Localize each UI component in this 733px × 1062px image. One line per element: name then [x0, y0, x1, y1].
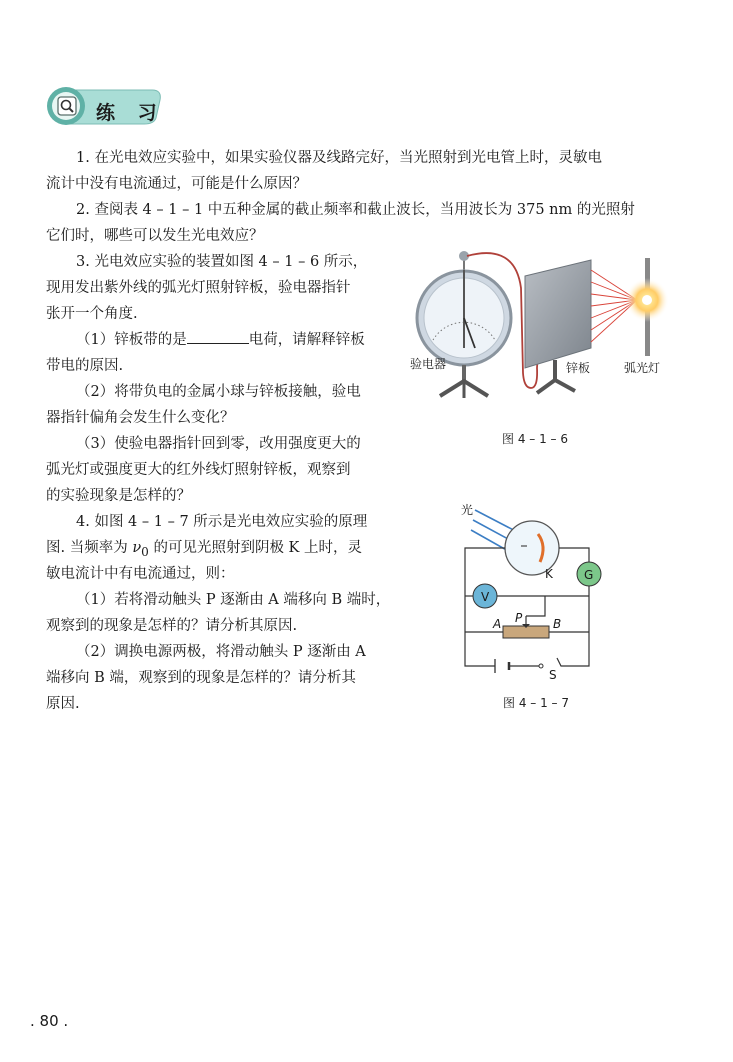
switch-contact [539, 664, 543, 668]
arc-lamp [625, 258, 669, 356]
q2-line1: 2. 查阅表 4 – 1 – 1 中五种金属的截止频率和截止波长，当用波长为 375 nm 的光照射 [76, 202, 635, 218]
page-number: . 80 . [30, 1012, 69, 1030]
q3-line2: 现用发出紫外线的弧光灯照射锌板，验电器指针 [46, 280, 351, 296]
q1-line2: 流计中没有电流通过，可能是什么原因？ [46, 176, 307, 192]
label-S: S [549, 668, 557, 680]
q3-sub3-line3: 的实验现象是怎样的？ [46, 488, 191, 504]
q3-sub3-line1: （3）使验电器指针回到零，改用强度更大的 [76, 436, 361, 452]
label-G: G [584, 568, 594, 582]
q3-line1: 3. 光电效应实验的装置如图 4 – 1 – 6 所示， [76, 254, 368, 270]
q1-line1: 1. 在光电效应实验中，如果实验仪器及线路完好，当光照射到光电管上时，灵敏电 [76, 150, 602, 166]
q2-line2: 它们时，哪些可以发生光电效应？ [46, 228, 264, 244]
q4-sub2-line2: 端移向 B 端，观察到的现象是怎样的？请分析其 [46, 670, 356, 686]
q4-line2-a: 图. 当频率为 [46, 540, 133, 556]
label-P: P [515, 611, 523, 625]
q4-sub2-line1: （2）调换电源两极，将滑动触头 P 逐渐由 A [76, 644, 366, 660]
q3-line3: 张开一个角度. [46, 306, 138, 322]
figure-4-1-6-caption: 图 4 – 1 – 6 [502, 432, 568, 446]
magnifier-icon [56, 95, 78, 117]
label-V: V [481, 590, 490, 604]
q4-sub2-line3: 原因. [46, 696, 80, 712]
label-arc-lamp: 弧光灯 [624, 361, 661, 375]
figure-4-1-7-caption: 图 4 – 1 – 7 [503, 696, 569, 710]
q3-sub1-line2: 带电的原因. [46, 358, 124, 374]
label-A: A [493, 617, 502, 631]
q3-sub1-line1 [76, 327, 365, 354]
figure-4-1-7 [455, 498, 607, 680]
label-B: B [553, 617, 562, 631]
exercise-title: 练 习 [96, 102, 165, 124]
q4-line1: 4. 如图 4 – 1 – 7 所示是光电效应实验的原理 [76, 514, 368, 530]
q4-line2-b: 的可见光照射到阴极 K 上时，灵 [148, 540, 363, 556]
nu-symbol: ν [132, 540, 142, 556]
nu-subscript: 0 [141, 544, 149, 559]
q3-sub2-line1: （2）将带负电的金属小球与锌板接触，验电 [76, 384, 361, 400]
electroscope [417, 251, 511, 398]
q3-sub2-line2: 器指针偏角会发生什么变化？ [46, 410, 235, 426]
q4-sub1-line1: （1）若将滑动触头 P 逐渐由 A 端移向 B 端时， [76, 592, 391, 608]
q4-line3: 敏电流计中有电流通过，则： [46, 566, 235, 582]
label-light: 光 [461, 503, 474, 517]
q4-sub1-line2: 观察到的现象是怎样的？请分析其原因. [46, 618, 298, 634]
q3-sub1-part-b: 电荷，请解释锌板 [248, 332, 365, 348]
figure-4-1-6 [405, 248, 681, 408]
label-zinc-plate: 锌板 [566, 361, 591, 375]
label-electroscope: 验电器 [410, 357, 447, 371]
q3-sub1-part-a: （1）锌板带的是 [76, 332, 187, 348]
q3-sub3-line2: 弧光灯或强度更大的红外线灯照射锌板，观察到 [46, 462, 351, 478]
label-K: K [545, 567, 553, 581]
answer-blank [187, 329, 249, 344]
